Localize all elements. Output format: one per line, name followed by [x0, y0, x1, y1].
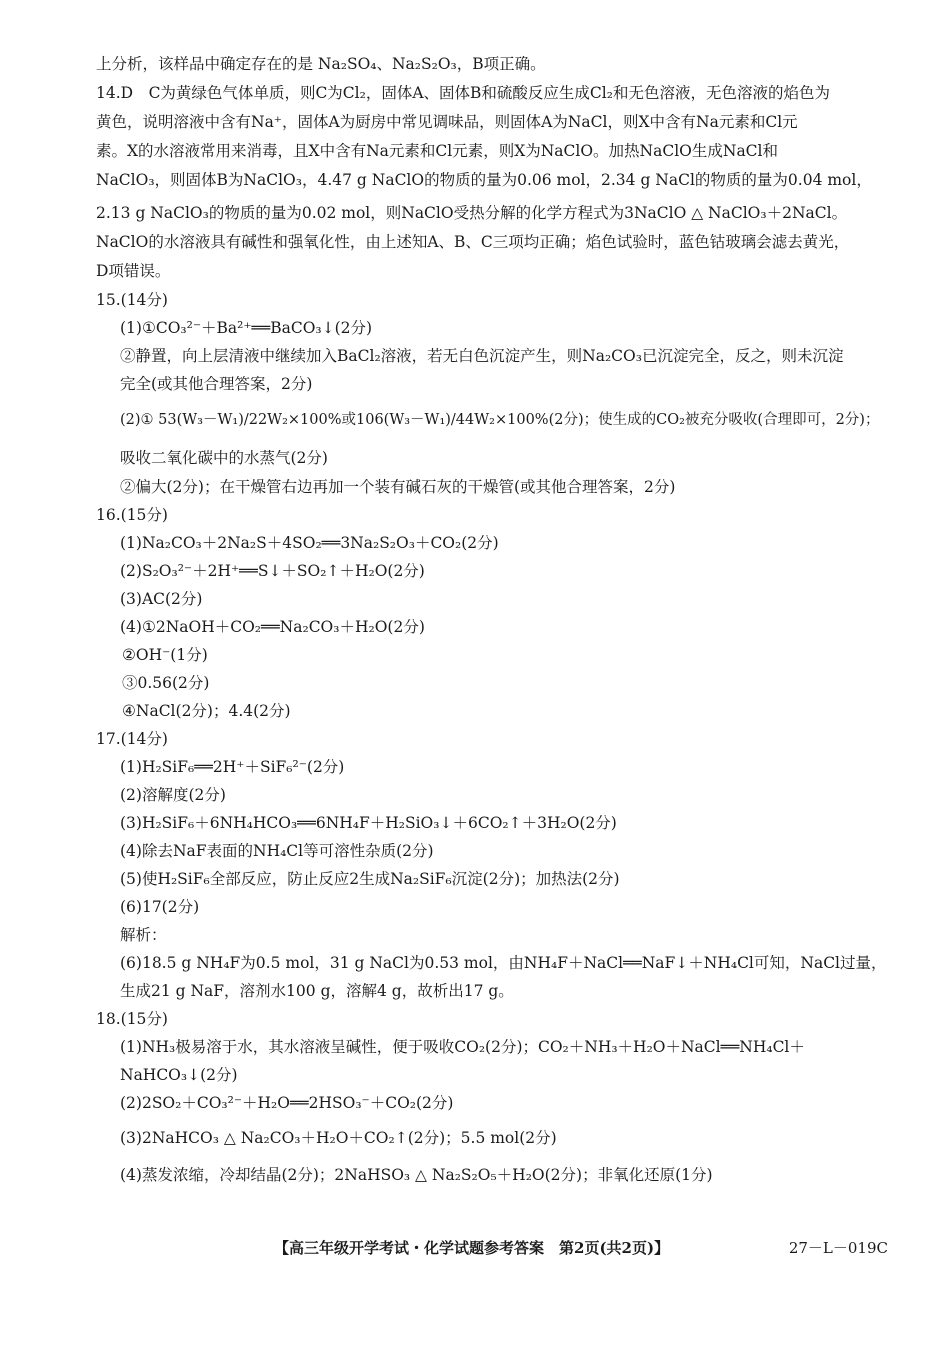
text-line: (4)①2NaOH＋CO₂══Na₂CO₃＋H₂O(2分) — [120, 618, 425, 636]
text-line: (1)H₂SiF₆══2H⁺＋SiF₆²⁻(2分) — [120, 758, 345, 776]
text-line: (2)2SO₂＋CO₃²⁻＋H₂O══2HSO₃⁻＋CO₂(2分) — [120, 1094, 454, 1112]
explanation-label: 解析： — [120, 926, 167, 944]
text-line: ②偏大(2分)；在干燥管右边再加一个装有碱石灰的干燥管(或其他合理答案，2分) — [120, 478, 676, 496]
text-line: (4)除去NaF表面的NH₄Cl等可溶性杂质(2分) — [120, 842, 434, 860]
question-heading: 18.(15分) — [96, 1010, 168, 1028]
text-line: NaClO₃，则固体B为NaClO₃，4.47 g NaClO的物质的量为0.06 mol，2.34 g NaCl的物质的量为0.04 mol， — [96, 171, 872, 189]
text-line: NaClO的水溶液具有碱性和强氧化性，由上述知A、B、C三项均正确；焰色试验时，蓝色钴玻璃会滤去黄光， — [96, 233, 850, 251]
text-line: (3)AC(2分) — [120, 590, 203, 608]
text-line: (2)溶解度(2分) — [120, 786, 226, 804]
footer-title: 【高三年级开学考试・化学试题参考答案 第2页(共2页)】 — [274, 1239, 670, 1257]
text-line: (2)S₂O₃²⁻＋2H⁺══S↓＋SO₂↑＋H₂O(2分) — [120, 562, 425, 580]
text-line: ②OH⁻(1分) — [122, 646, 208, 664]
text-line: 14.D C为黄绿色气体单质，则C为Cl₂，固体A、固体B和硫酸反应生成Cl₂和无色溶液，无色溶液的焰色为 — [96, 84, 830, 102]
text-line: (1)①CO₃²⁻＋Ba²⁺══BaCO₃↓(2分) — [120, 319, 373, 337]
text-line: (5)使H₂SiF₆全部反应，防止反应2生成Na₂SiF₆沉淀(2分)；加热法(2分) — [120, 870, 620, 888]
text-line: ③0.56(2分) — [122, 674, 210, 692]
text-line: 黄色，说明溶液中含有Na⁺，固体A为厨房中常见调味品，则固体A为NaCl，则X中含有Na元素和Cl元 — [96, 113, 798, 131]
text-line: ②静置，向上层清液中继续加入BaCl₂溶液，若无白色沉淀产生，则Na₂CO₃已沉淀完全，反之，则未沉淀 — [120, 347, 844, 365]
text-line: 完全(或其他合理答案，2分) — [120, 375, 313, 393]
question-heading: 15.(14分) — [96, 291, 168, 309]
text-line: D项错误。 — [96, 262, 171, 280]
text-line: 2.13 g NaClO₃的物质的量为0.02 mol，则NaClO受热分解的化学方程式为3NaClO △ NaClO₃＋2NaCl。 — [96, 204, 848, 222]
text-line: (1)NH₃极易溶于水，其水溶液呈碱性，便于吸收CO₂(2分)；CO₂＋NH₃＋H₂O＋NaCl══NH₄Cl＋ — [120, 1038, 805, 1056]
text-line: NaHCO₃↓(2分) — [120, 1066, 238, 1084]
text-line: (3)H₂SiF₆＋6NH₄HCO₃══6NH₄F＋H₂SiO₃↓＋6CO₂↑＋3H₂O(2分) — [120, 814, 617, 832]
text-line: 生成21 g NaF，溶剂水100 g，溶解4 g，故析出17 g。 — [120, 982, 514, 1000]
question-heading: 17.(14分) — [96, 730, 168, 748]
text-line: ④NaCl(2分)；4.4(2分) — [122, 702, 291, 720]
text-line: (1)Na₂CO₃＋2Na₂S＋4SO₂══3Na₂S₂O₃＋CO₂(2分) — [120, 534, 499, 552]
text-line: (4)蒸发浓缩，冷却结晶(2分)；2NaHSO₃ △ Na₂S₂O₅＋H₂O(2分)；非氧化还原(1分) — [120, 1166, 713, 1184]
text-line: 吸收二氧化碳中的水蒸气(2分) — [120, 449, 328, 467]
question-heading: 16.(15分) — [96, 506, 168, 524]
text-line: (2)① 53(W₃－W₁)/22W₂×100%或106(W₃－W₁)/44W₂×100%(2分)；使生成的CO₂被充分吸收(合理即可，2分)； — [120, 412, 880, 428]
text-line: (6)18.5 g NH₄F为0.5 mol，31 g NaCl为0.53 mol，由NH₄F＋NaCl══NaF↓＋NH₄Cl可知，NaCl过量， — [120, 954, 887, 972]
footer-code: 27－L－019C — [788, 1239, 888, 1257]
text-line: 上分析，该样品中确定存在的是 Na₂SO₄、Na₂S₂O₃，B项正确。 — [96, 55, 546, 73]
text-line: 素。X的水溶液常用来消毒，且X中含有Na元素和Cl元素，则X为NaClO。加热NaClO生成NaCl和 — [96, 142, 779, 160]
text-line: (3)2NaHCO₃ △ Na₂CO₃＋H₂O＋CO₂↑(2分)；5.5 mol(2分) — [120, 1129, 557, 1147]
text-line: (6)17(2分) — [120, 898, 200, 916]
